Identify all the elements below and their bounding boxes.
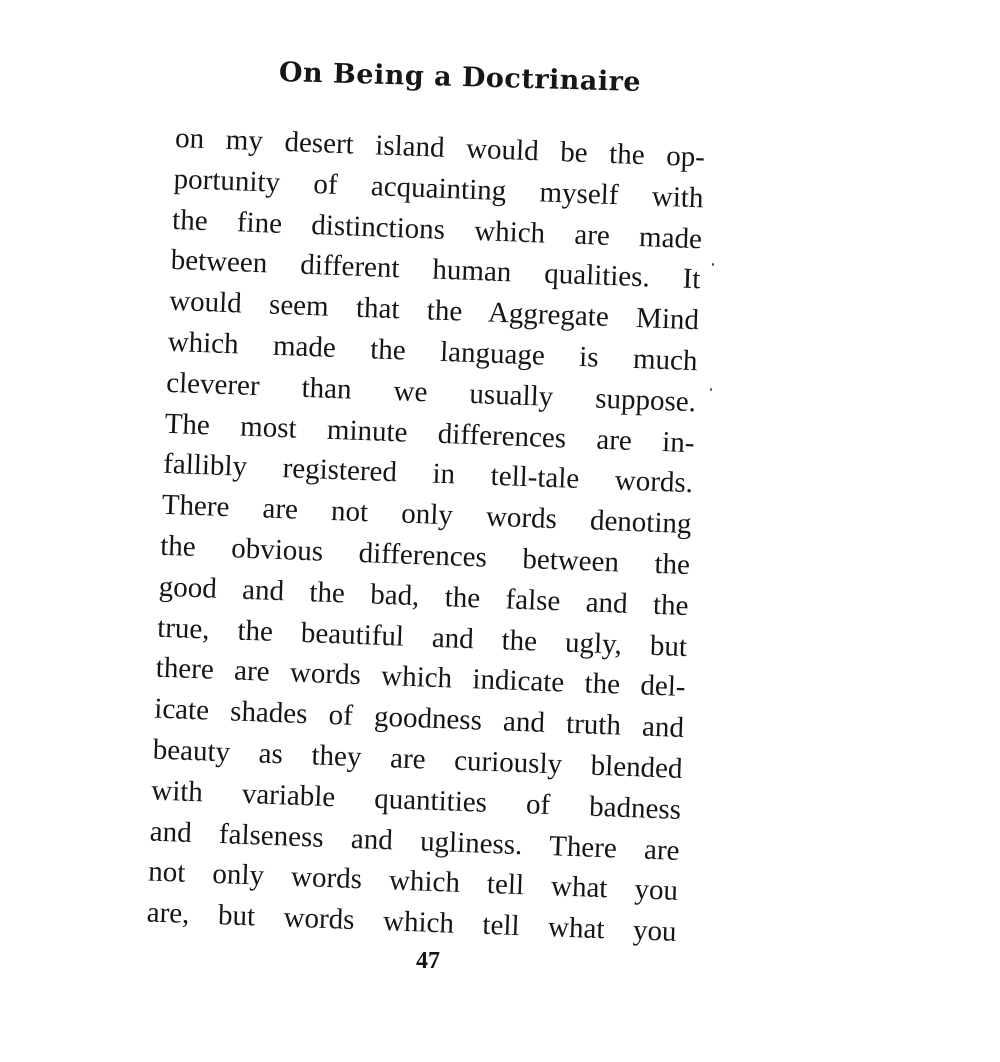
text-line: beauty as they are curiously blended: [152, 733, 684, 785]
text-line: and falseness and ugliness. There are: [149, 815, 681, 867]
text-line: The most minute differences are in-: [164, 407, 696, 459]
text-line: cleverer than we usually suppose.: [165, 366, 697, 419]
text-line: between different human qualities. It: [170, 244, 702, 296]
scan-speck: [710, 388, 712, 391]
text-line: are, but words which tell what you: [146, 896, 678, 949]
text-line: the fine distinctions which are made: [171, 203, 703, 255]
body-text: [146, 118, 706, 953]
text-line: not only words which tell what you: [147, 855, 679, 908]
text-line: icate shades of goodness and truth and: [153, 692, 685, 745]
text-line: the obvious differences between the: [159, 529, 691, 582]
text-line: There are not only words denoting: [161, 488, 693, 541]
text-line: good and the bad, the false and the: [158, 570, 690, 622]
text-line: on my desert island would be the op-: [174, 121, 706, 174]
text-line: portunity of acquainting myself with: [173, 162, 705, 215]
text-line: would seem that the Aggregate Mind: [168, 285, 700, 337]
text-line: true, the beautiful and the ugly, but: [156, 611, 688, 663]
text-line: with variable quantities of badness: [150, 774, 682, 826]
text-line: fallibly registered in tell-tale words.: [162, 448, 694, 500]
running-head: On Being a Doctrinaire: [278, 56, 642, 99]
scan-speck: [712, 263, 714, 266]
text-line: which made the language is much: [167, 325, 699, 378]
text-line: there are words which indicate the del-: [155, 652, 687, 704]
page-number: 47: [416, 948, 440, 974]
